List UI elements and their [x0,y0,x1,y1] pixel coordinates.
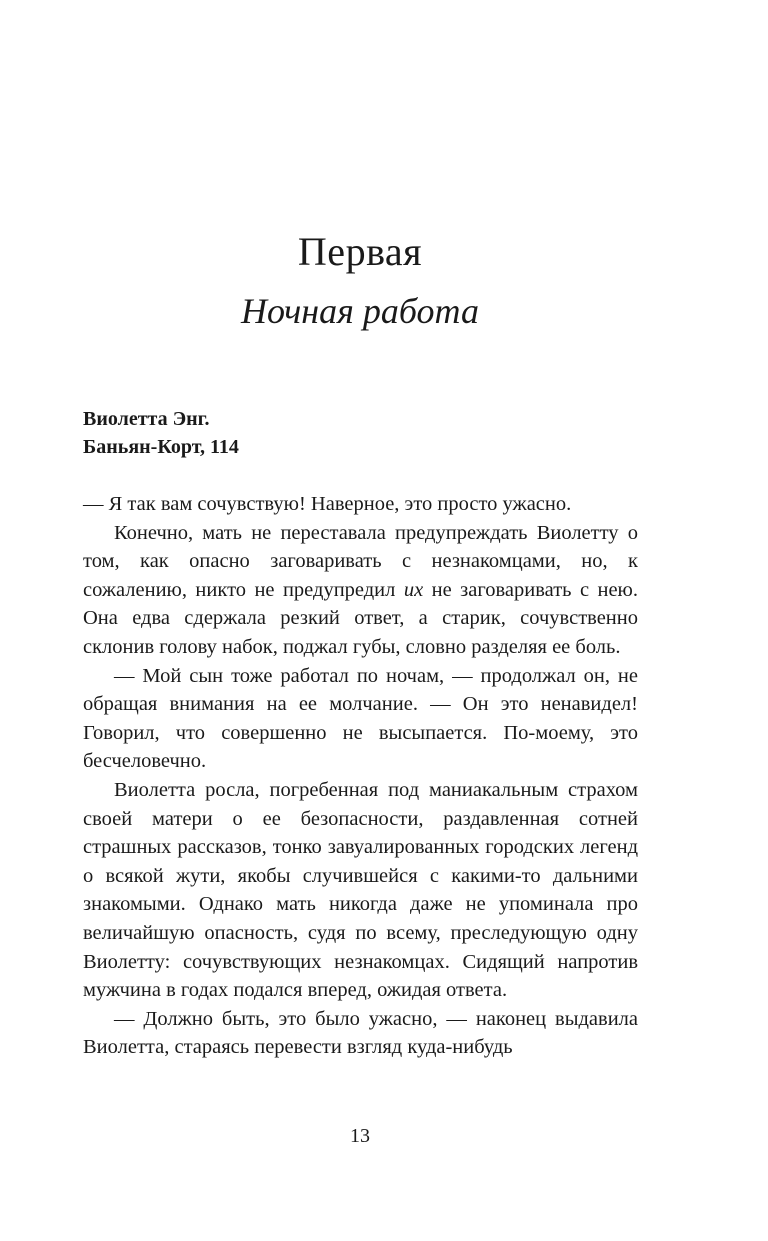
paragraph-4: Виолетта росла, погребенная под маниакальным страхом своей матери о ее безопасности, раздавленная сотней страшных рассказов, тонко завуалированных городских легенд о всякой жути, якобы случившейся с какими-то дальними знакомыми. Однако мать никогда даже не упоминала про величайшую опасность, судя по всему, преследующую одну Виолетту: сочувствующих незнакомцах. Сидящий напротив мужчина в годах подался вперед, ожидая ответа. [83,778,638,1002]
paragraph-5: — Должно быть, это было ужасно, — наконец выдавила Виолетта, стараясь перевести взгляд куда-нибудь [83,1007,638,1059]
paragraph-2-part-b: не заговаривать с нею. Она едва сдержала резкий ответ, а старик, сочувственно склонив голову набок, поджал губы, словно разделяя ее боль. [83,578,638,658]
chapter-number: Первая [297,229,423,274]
chapter-title: Ночная работа [241,291,479,331]
paragraph-2-part-a: Конечно, мать не переставала предупреждать Виолетту о том, как опасно заговаривать с незнакомцами, но, к сожалению, никто не предупредил [83,521,638,601]
page-number: 13 [350,1125,370,1147]
paragraph-1: — Я так вам сочувствую! Наверное, это просто ужасно. [83,493,572,515]
section-heading [83,405,239,461]
paragraph-2-emphasis: их [403,578,424,601]
heading-name: Виолетта Энг. [83,408,210,430]
paragraph-2 [83,519,638,662]
paragraph-3: — Мой сын тоже работал по ночам, — продолжал он, не обращая внимания на ее молчание. — Он это ненавидел! Говорил, что совершенно не высыпается. По-моему, это бесчеловечно. [83,664,638,773]
body-text [83,490,638,1062]
heading-address: Баньян-Корт, 114 [83,436,239,458]
